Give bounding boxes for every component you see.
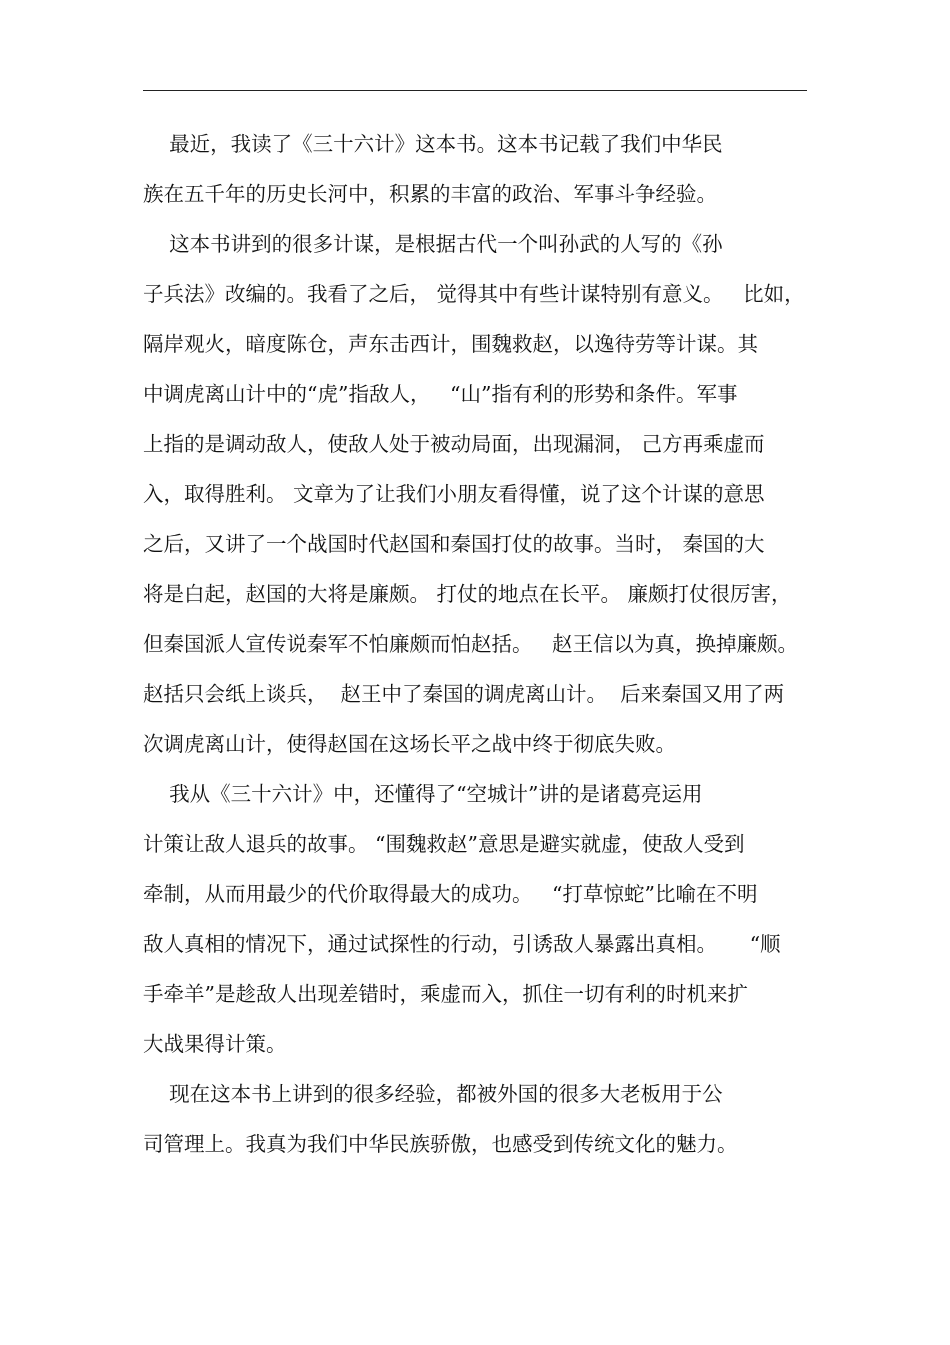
text-line: 现在这本书上讲到的很多经验，都被外国的很多大老板用于公 (143, 1082, 723, 1106)
text-line: 最近，我读了《三十六计》这本书。这本书记载了我们中华民 (143, 132, 723, 156)
text-line: 这本书讲到的很多计谋，是根据古代一个叫孙武的人写的《孙 (143, 232, 723, 256)
text-line: 大战果得计策。 (143, 1032, 287, 1056)
text-line: 但秦国派人宣传说秦军不怕廉颇而怕赵括。 赵王信以为真，换掉廉颇。 (143, 632, 799, 656)
text-line: 我从《三十六计》中，还懂得了“空城计”讲的是诸葛亮运用 (143, 782, 703, 806)
text-line: 子兵法》改编的。我看了之后， 觉得其中有些计谋特别有意义。 比如， (143, 282, 805, 306)
text-line: 将是白起，赵国的大将是廉颇。 打仗的地点在长平。 廉颇打仗很厉害， (143, 582, 792, 606)
text-line: 司管理上。我真为我们中华民族骄傲，也感受到传统文化的魅力。 (143, 1132, 738, 1156)
text-line: 赵括只会纸上谈兵， 赵王中了秦国的调虎离山计。 后来秦国又用了两 (143, 682, 785, 706)
text-line: 手牵羊”是趁敌人出现差错时，乘虚而入，抓住一切有利的时机来扩 (143, 982, 748, 1006)
text-line: 入，取得胜利。 文章为了让我们小朋友看得懂，说了这个计谋的意思 (143, 482, 765, 506)
essay-body (143, 128, 813, 1178)
header-rule (143, 90, 807, 91)
text-line: 上指的是调动敌人，使敌人处于被动局面，出现漏洞， 己方再乘虚而 (143, 432, 765, 456)
text-line: 计策让敌人退兵的故事。 “围魏救赵”意思是避实就虚，使敌人受到 (143, 832, 745, 856)
text-line: 中调虎离山计中的“虎”指敌人， “山”指有利的形势和条件。军事 (143, 382, 738, 406)
text-line: 之后，又讲了一个战国时代赵国和秦国打仗的故事。当时， 秦国的大 (143, 532, 765, 556)
text-line: 敌人真相的情况下，通过试探性的行动，引诱敌人暴露出真相。 “顺 (143, 932, 781, 956)
text-line: 次调虎离山计，使得赵国在这场长平之战中终于彻底失败。 (143, 732, 676, 756)
text-line: 牵制，从而用最少的代价取得最大的成功。 “打草惊蛇”比喻在不明 (143, 882, 758, 906)
text-line: 隔岸观火，暗度陈仓，声东击西计，围魏救赵，以逸待劳等计谋。其 (143, 332, 758, 356)
text-line: 族在五千年的历史长河中，积累的丰富的政治、军事斗争经验。 (143, 182, 717, 206)
